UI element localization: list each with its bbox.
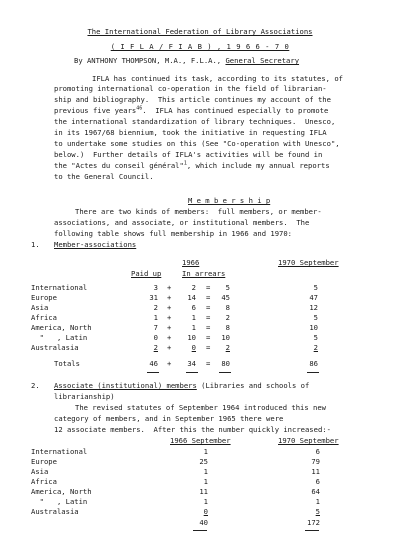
intro-line-5: the international standardization of library techniques. Unesco, bbox=[54, 117, 336, 126]
footnote-ref-46: 46 bbox=[136, 105, 143, 112]
intro-line-8: below.) Further details of IFLA's activities will be found in bbox=[54, 150, 323, 159]
section-1-title: Member-associations bbox=[54, 240, 137, 249]
arrears-value: 1 bbox=[191, 323, 196, 332]
membership-para-line-3: following table shows full membership in 1966 and 1970: bbox=[54, 229, 292, 238]
totals-rule bbox=[186, 372, 198, 373]
plus-sign: + bbox=[167, 313, 172, 322]
value-1966: 25 bbox=[199, 457, 208, 466]
table1-header-1970: 1970 September bbox=[278, 258, 339, 267]
table2-header-1970: 1970 September bbox=[278, 436, 339, 445]
table1-subheader-paid: Paid up bbox=[131, 269, 162, 278]
arrears-value: 14 bbox=[187, 293, 196, 302]
row-label: " , Latin bbox=[31, 333, 88, 342]
membership-heading: M e m b e r s h i p bbox=[188, 196, 271, 205]
value-1970: 5 bbox=[315, 507, 320, 516]
value-1966: 0 bbox=[203, 507, 208, 516]
row-label: " , Latin bbox=[31, 497, 88, 506]
total-1970: 86 bbox=[309, 359, 318, 368]
value-1970: 6 bbox=[315, 447, 320, 456]
associate-para-line-3: 12 associate members. After this the number quickly increased:- bbox=[54, 425, 331, 434]
value-1970: 10 bbox=[309, 323, 318, 332]
value-1966: 11 bbox=[199, 487, 208, 496]
value-1970: 5 bbox=[313, 333, 318, 342]
membership-para-line-1: There are two kinds of members: full members, or member- bbox=[75, 207, 322, 216]
document-title: The International Federation of Library Associations bbox=[87, 27, 313, 36]
intro-line-6: in its 1967/68 biennium, took the initiative in requesting IFLA bbox=[54, 128, 327, 137]
total-value: 5 bbox=[225, 283, 230, 292]
paid-total: 46 bbox=[149, 359, 158, 368]
paid-value: 3 bbox=[153, 283, 158, 292]
totals-rule bbox=[147, 372, 159, 373]
paid-value: 7 bbox=[153, 323, 158, 332]
intro-line-3: ship and bibliography. This article continues my account of the bbox=[54, 95, 331, 104]
paid-value: 2 bbox=[153, 343, 158, 352]
arrears-value: 10 bbox=[187, 333, 196, 342]
total-value: 45 bbox=[221, 293, 230, 302]
associate-para-line-1: The revised statutes of September 1964 introduced this new bbox=[75, 403, 326, 412]
row-label: Asia bbox=[31, 467, 49, 476]
arrears-value: 0 bbox=[191, 343, 196, 352]
paid-value: 1 bbox=[153, 313, 158, 322]
row-label: America, North bbox=[31, 323, 92, 332]
intro-line-9a: the "Actes du conseil général" bbox=[54, 161, 184, 170]
row-label: Europe bbox=[31, 457, 57, 466]
arrears-total: 34 bbox=[187, 359, 196, 368]
totals-rule bbox=[307, 372, 319, 373]
section-2-title-main: Associate (institutional) members bbox=[54, 381, 197, 390]
paid-value: 2 bbox=[153, 303, 158, 312]
value-1966: 1 bbox=[203, 497, 208, 506]
grand-total: 80 bbox=[221, 359, 230, 368]
row-label: International bbox=[31, 283, 88, 292]
plus-sign: + bbox=[167, 359, 172, 368]
arrears-value: 2 bbox=[191, 283, 196, 292]
intro-line-9 bbox=[54, 161, 330, 170]
total-1966: 40 bbox=[199, 518, 208, 527]
plus-sign: + bbox=[167, 333, 172, 342]
value-1970: 12 bbox=[309, 303, 318, 312]
byline-role: General Secretary bbox=[225, 56, 300, 65]
paid-value: 0 bbox=[153, 333, 158, 342]
row-label: International bbox=[31, 447, 88, 456]
intro-line-4a: previous five years bbox=[54, 106, 137, 115]
section-2-title bbox=[54, 381, 309, 390]
value-1970: 11 bbox=[311, 467, 320, 476]
intro-line-2: promoting international co-operation in the field of librarian- bbox=[54, 84, 327, 93]
totals-rule bbox=[193, 530, 207, 531]
associate-para-line-2: category of members, and in September 1965 there were bbox=[54, 414, 284, 423]
intro-line-4 bbox=[54, 106, 328, 115]
value-1966: 1 bbox=[203, 447, 208, 456]
row-label: Asia bbox=[31, 303, 49, 312]
totals-rule bbox=[305, 530, 319, 531]
arrears-value: 1 bbox=[191, 313, 196, 322]
plus-sign: + bbox=[167, 323, 172, 332]
section-2-number: 2. bbox=[31, 381, 40, 390]
footnote-ref-1: 1 bbox=[183, 160, 187, 167]
intro-line-7: to undertake some studies on this (See "Co-operation with Unesco", bbox=[54, 139, 340, 148]
table1-subheader-arrears: In arrears bbox=[182, 269, 226, 278]
value-1966: 1 bbox=[203, 467, 208, 476]
byline bbox=[74, 56, 299, 65]
total-value: 2 bbox=[225, 313, 230, 322]
row-label: Africa bbox=[31, 477, 57, 486]
plus-sign: + bbox=[167, 343, 172, 352]
equals-sign: = bbox=[206, 303, 211, 312]
total-value: 10 bbox=[221, 333, 230, 342]
arrears-value: 6 bbox=[191, 303, 196, 312]
equals-sign: = bbox=[206, 343, 211, 352]
equals-sign: = bbox=[206, 359, 211, 368]
paid-value: 31 bbox=[149, 293, 158, 302]
value-1970: 6 bbox=[315, 477, 320, 486]
total-value: 8 bbox=[225, 323, 230, 332]
intro-line-9b: , which include my annual reports bbox=[186, 161, 330, 170]
row-label: Australasia bbox=[31, 343, 79, 352]
plus-sign: + bbox=[167, 293, 172, 302]
row-label: Europe bbox=[31, 293, 57, 302]
section-2-title-rest: (Libraries and schools of bbox=[196, 381, 310, 390]
equals-sign: = bbox=[206, 333, 211, 342]
intro-line-4b: . IFLA has continued especially to promote bbox=[142, 106, 329, 115]
table1-header-1966: 1966 bbox=[182, 258, 200, 267]
value-1970: 1 bbox=[315, 497, 320, 506]
intro-line-10: to the General Council. bbox=[54, 172, 154, 181]
value-1970: 64 bbox=[311, 487, 320, 496]
total-value: 2 bbox=[225, 343, 230, 352]
membership-para-line-2: associations, and associate, or institutional members. The bbox=[54, 218, 310, 227]
value-1966: 1 bbox=[203, 477, 208, 486]
totals-rule bbox=[219, 372, 231, 373]
plus-sign: + bbox=[167, 283, 172, 292]
value-1970: 47 bbox=[309, 293, 318, 302]
table2-header-1966: 1966 September bbox=[170, 436, 231, 445]
byline-author: By ANTHONY THOMPSON, M.A., F.L.A., bbox=[74, 56, 226, 65]
section-2-title-line-2: librarianship) bbox=[54, 392, 115, 401]
document-subtitle: ( I F L A / F I A B ) , 1 9 6 6 - 7 0 bbox=[110, 42, 290, 51]
total-1970: 172 bbox=[307, 518, 320, 527]
plus-sign: + bbox=[167, 303, 172, 312]
value-1970: 5 bbox=[313, 283, 318, 292]
intro-line-1: IFLA has continued its task, according to its statutes, of bbox=[92, 74, 343, 83]
value-1970: 2 bbox=[313, 343, 318, 352]
row-label: Africa bbox=[31, 313, 57, 322]
row-label: Australasia bbox=[31, 507, 79, 516]
total-value: 8 bbox=[225, 303, 230, 312]
row-label: America, North bbox=[31, 487, 92, 496]
section-1-number: 1. bbox=[31, 240, 40, 249]
equals-sign: = bbox=[206, 283, 211, 292]
equals-sign: = bbox=[206, 323, 211, 332]
value-1970: 79 bbox=[311, 457, 320, 466]
totals-label: Totals bbox=[54, 359, 80, 368]
value-1970: 5 bbox=[313, 313, 318, 322]
equals-sign: = bbox=[206, 293, 211, 302]
equals-sign: = bbox=[206, 313, 211, 322]
